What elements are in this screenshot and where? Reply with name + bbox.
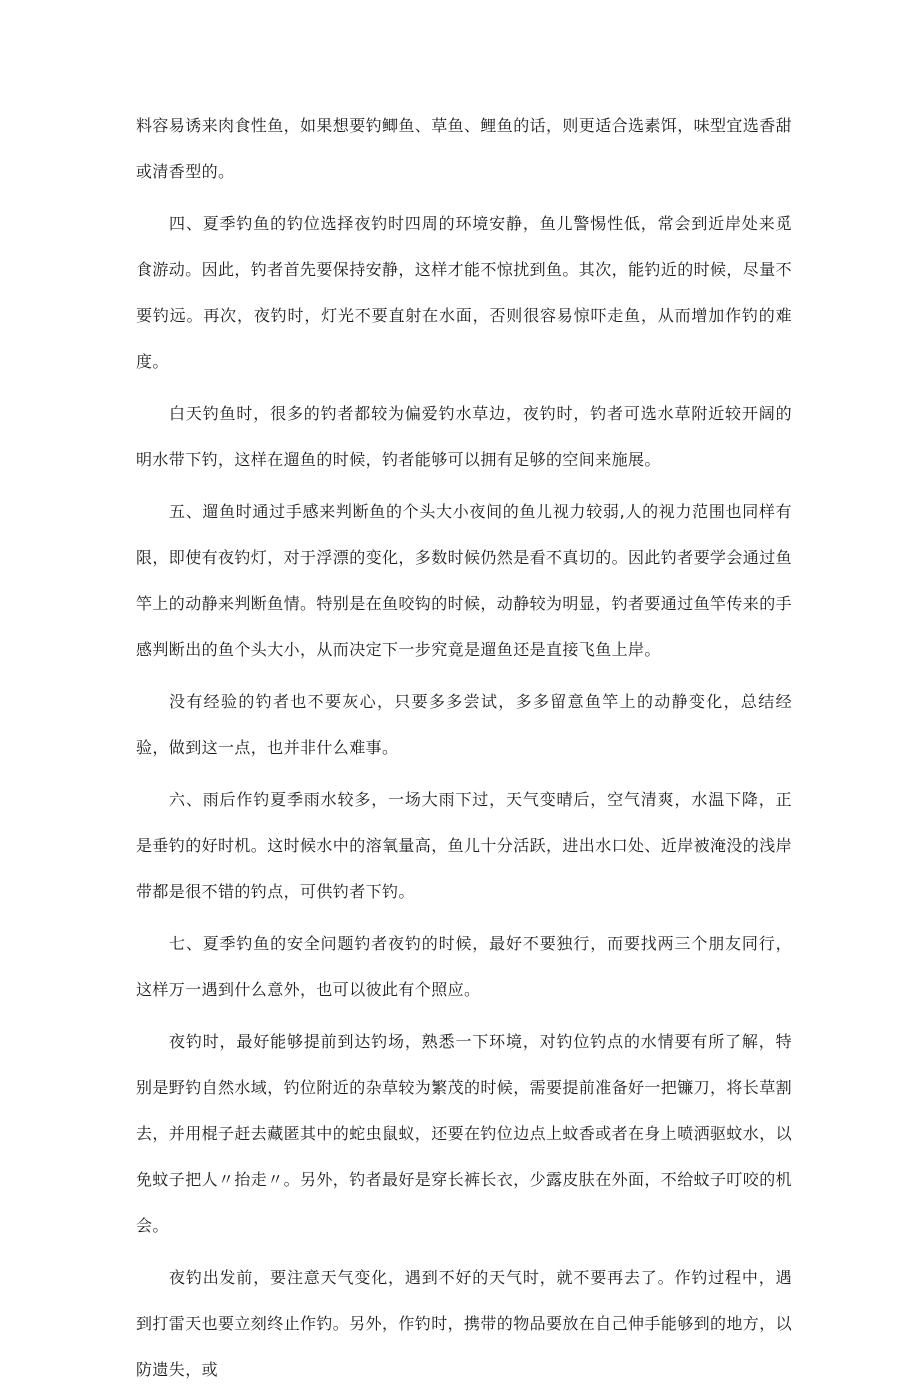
paragraph: 白天钓鱼时，很多的钓者都较为偏爱钓水草边，夜钓时，钓者可选水草附近较开阔的明水带下钓，这样在遛鱼的时候，钓者能够可以拥有足够的空间来施展。 — [136, 404, 792, 469]
paragraph: 料容易诱来肉食性鱼，如果想要钓鲫鱼、草鱼、鲤鱼的话，则更适合选素饵，味型宜选香甜或清香型的。 — [136, 116, 793, 181]
paragraph: 五、遛鱼时通过手感来判断鱼的个头大小夜间的鱼儿视力较弱,人的视力范围也同样有限，即使有夜钓灯，对于浮漂的变化，多数时候仍然是看不真切的。因此钓者要学会通过鱼竿上的动静来判断鱼情。特别是在鱼咬钩的时候，动静较为明显，钓者要通过鱼竿传来的手感判断出的鱼个头大小，从而决定下一步究竟是遛鱼还是直接飞鱼上岸。 — [136, 502, 793, 659]
paragraph: 夜钓时，最好能够提前到达钓场，熟悉一下环境，对钓位钓点的水情要有所了解，特别是野钓自然水域，钓位附近的杂草较为繁茂的时候，需要提前准备好一把镰刀，将长草割去，并用棍子赶去藏匿其中的蛇虫鼠蚁，还要在钓位边点上蚊香或者在身上喷洒驱蚊水，以免蚊子把人〃抬走〃。另外，钓者最好是穿长裤长衣，少露皮肤在外面，不给蚊子叮咬的机会。 — [136, 1032, 793, 1235]
document-body — [136, 103, 792, 1399]
paragraph: 六、雨后作钓夏季雨水较多，一场大雨下过，天气变晴后，空气清爽，水温下降，正是垂钓的好时机。这时候水中的溶氧量高，鱼儿十分活跃，进出水口处、近岸被淹没的浅岸带都是很不错的钓点，可供钓者下钓。 — [136, 790, 793, 901]
paragraph: 没有经验的钓者也不要灰心，只要多多尝试，多多留意鱼竿上的动静变化，总结经验，做到这一点，也并非什么难事。 — [136, 692, 792, 757]
paragraph: 夜钓出发前，要注意天气变化，遇到不好的天气时，就不要再去了。作钓过程中，遇到打雷天也要立刻终止作钓。另外，作钓时，携带的物品要放在自己伸手能够到的地方，以防遗失，或 — [136, 1268, 793, 1379]
paragraph: 七、夏季钓鱼的安全问题钓者夜钓的时候，最好不要独行，而要找两三个朋友同行，这样万一遇到什么意外，也可以彼此有个照应。 — [136, 934, 792, 999]
paragraph: 四、夏季钓鱼的钓位选择夜钓时四周的环境安静，鱼儿警惕性低，常会到近岸处来觅食游动。因此，钓者首先要保持安静，这样才能不惊扰到鱼。其次，能钓近的时候，尽量不要钓远。再次，夜钓时，灯光不要直射在水面，否则很容易惊吓走鱼，从而增加作钓的难度。 — [136, 214, 793, 371]
